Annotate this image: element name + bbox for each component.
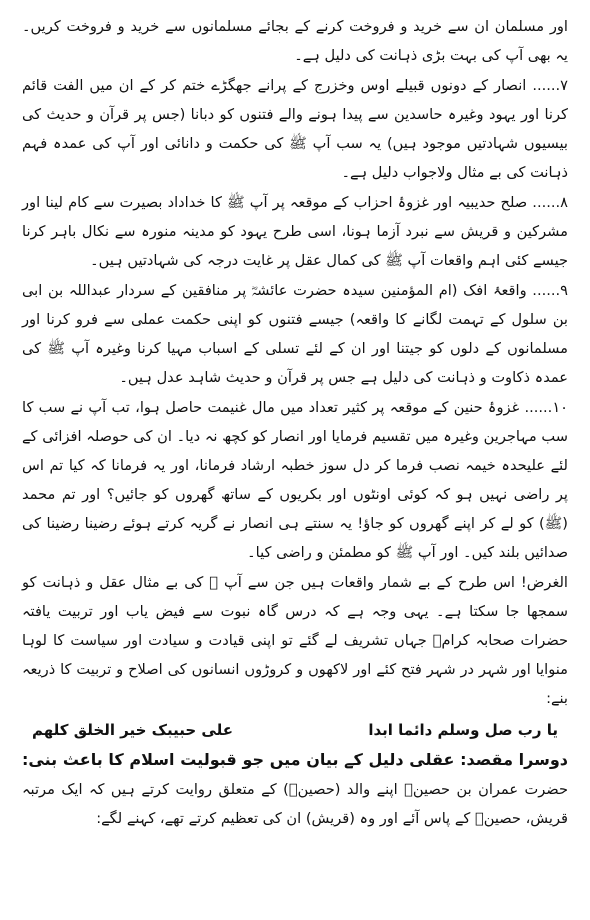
arabic-verse bbox=[22, 715, 568, 745]
verse-left-half: علی حبیبک خیر الخلق کلهم bbox=[32, 721, 233, 739]
section-text: حضرت عمران بن حصینؓ اپنے والد (حصینؓ) کے متعلق روایت کرتے ہیں کہ ایک مرتبہ قریش، حصینؓ کے پاس آئے اور وہ (قریش) ان کی تعظیم کرتے تھے، کہنے لگے: bbox=[22, 781, 568, 827]
paragraph-conclusion: الغرض! اس طرح کے بے شمار واقعات ہیں جن سے آپ ﷺ کی بے مثال عقل و ذہانت کو سمجھا جا سکتا ہے۔ یہی وجہ ہے کہ درس گاہ نبوت سے فیض یاب اور تربیت یافتہ حضرات صحابہ کرامؓ جہاں تشریف لے گئے تو اپنی قیادت و سیادت اور سیاست کا لوہا منوایا اور شہر در شہر فتح کئے اور لاکھوں و کروڑوں انسانوں کی اصلاح و تربیت کا ذریعہ بنے: bbox=[22, 574, 568, 707]
paragraph-8: ۸...... صلح حدیبیہ اور غزوۂ احزاب کے موقعہ پر آپ ﷺ کا خداداد بصیرت سے کام لینا اور مشرکین و قریش سے نبرد آزما ہونا، اسی طرح یہود کو مدینہ منورہ سے نکال باہر کرنا جیسے کئی اہم واقعات آپ ﷺ کی کمال عقل پر غایت درجہ کی شہادتیں ہیں۔ bbox=[22, 194, 568, 269]
paragraph-7: ۷...... انصار کے دونوں قبیلے اوس وخزرج کے پرانے جھگڑے ختم کر کے ان میں الفت قائم کرنا اور یہود وغیرہ حاسدین سے پیدا ہونے والے فتنوں کو دبانا (جس پر قرآن و حدیث کی بیسیوں شہادتیں موجود ہیں) یہ سب آپ ﷺ کی حکمت و دانائی اور آپ کی عمدہ فہم ذہانت کی بے مثال ولاجواب دلیل ہے۔ bbox=[22, 77, 568, 181]
paragraph-intro: اور مسلمان ان سے خرید و فروخت کرنے کے بجائے مسلمانوں سے خرید و فروخت کریں۔ یہ بھی آپ کی بہت بڑی ذہانت کی دلیل ہے۔ bbox=[22, 18, 568, 64]
paragraph-9: ۹...... واقعۂ افک (ام المؤمنین سیدہ حضرت عائشہؓ پر منافقین کے سردار عبداللہ بن ابی بن سلول کے تہمت لگانے کا واقعہ) جیسے فتنوں کو اپنی حکمت عملی سے فرو کرنا اور مسلمانوں کے دلوں کو جیتنا اور ان کے لئے تسلی کے اسباب مہیا کرنا وغیرہ آپ ﷺ کی عمدہ ذکاوت و ذہانت کی دلیل ہے جس پر قرآن و حدیث شاہد عدل ہیں۔ bbox=[22, 282, 568, 386]
section-heading: دوسرا مقصد: عقلی دلیل کے بیان میں جو قبولیت اسلام کا باعث بنی: bbox=[22, 750, 568, 769]
section-paragraph bbox=[22, 745, 568, 833]
verse-right-half: یا رب صل وسلم دائما ابدا bbox=[368, 721, 558, 739]
paragraph-10: ۱۰...... غزوۂ حنین کے موقعہ پر کثیر تعداد میں مال غنیمت حاصل ہوا، تب آپ نے سب کا سب مہاجرین وغیرہ میں تقسیم فرمایا اور انصار کو کچھ نہ دیا۔ ان کی حوصلہ افزائی کے لئے علیحدہ خیمہ نصب فرما کر دل سوز خطبہ ارشاد فرمانا، اور یہ فرمانا کہ کیا تم اس پر راضی نہیں ہو کہ کوئی اونٹوں اور بکریوں کے ساتھ گھروں کو جائیں؟ اور تم محمد (ﷺ) کو لے کر اپنے گھروں کو جاؤ! یہ سنتے ہی انصار نے گریہ کرتے ہوئے رضینا رضینا کی صدائیں بلند کیں۔ اور آپ ﷺ کو مطمئن و راضی کیا۔ bbox=[22, 399, 568, 561]
